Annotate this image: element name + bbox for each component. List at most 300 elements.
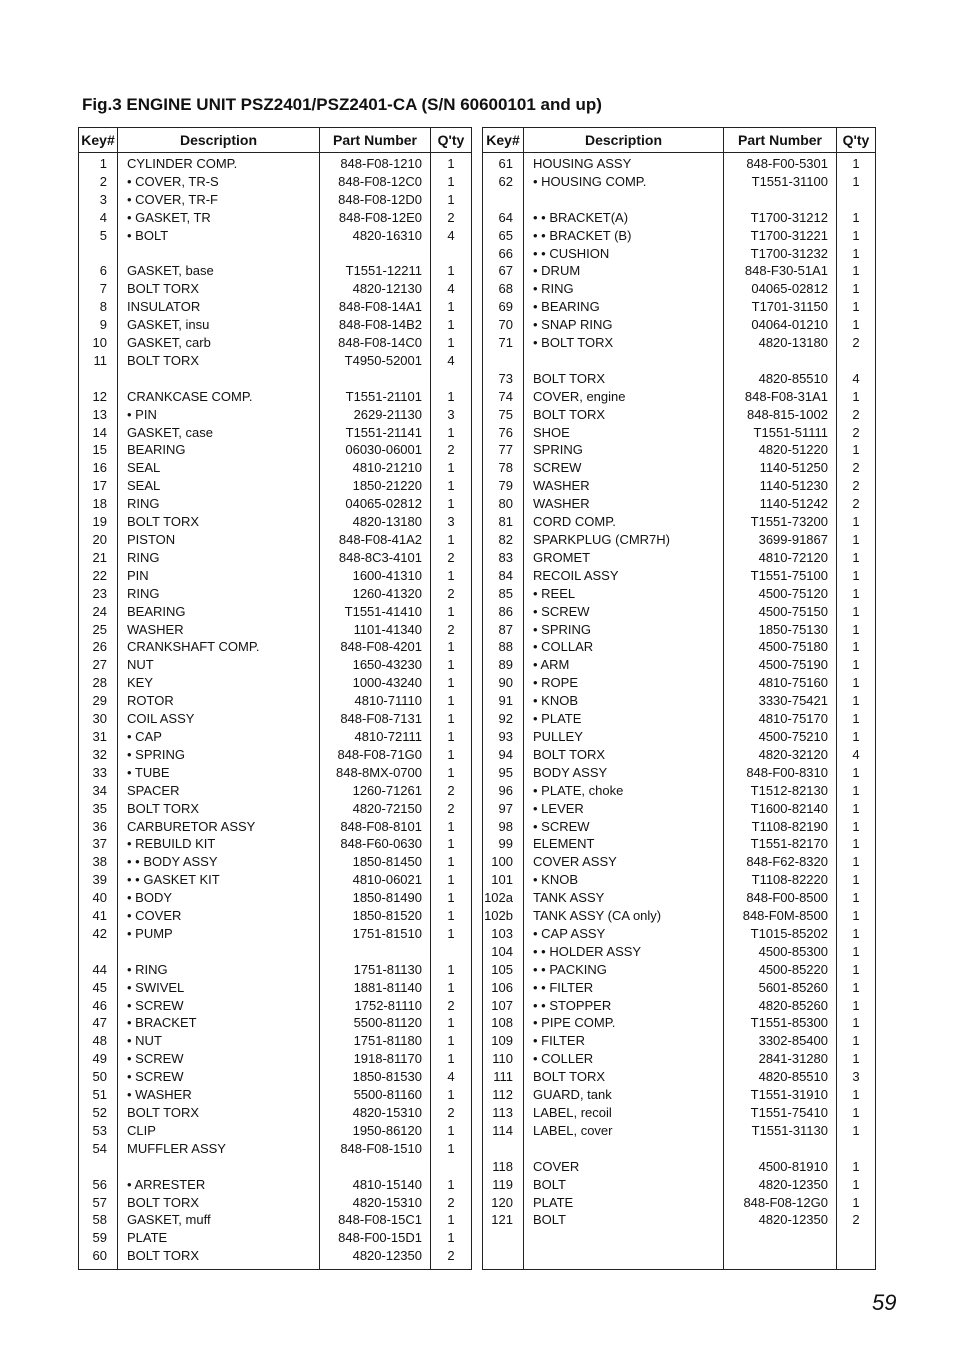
cell-key: 14 [79,424,118,442]
cell-qty: 1 [431,459,472,477]
cell-description: • RING [524,280,724,298]
cell-qty: 1 [431,907,472,925]
table-row [79,979,472,997]
cell-qty [837,1229,876,1247]
table-row [79,1194,472,1212]
cell-part-number: T1551-85300 [724,1014,837,1032]
cell-description: • COVER [118,907,320,925]
cell-description: WASHER [524,495,724,513]
cell-qty: 1 [431,1050,472,1068]
cell-qty: 1 [431,979,472,997]
table-row [483,406,876,424]
cell-key: 56 [79,1176,118,1194]
cell-description: SEAL [118,477,320,495]
cell-part-number: 848-F08-1510 [320,1140,431,1158]
cell-description: • SCREW [524,603,724,621]
cell-key: 102a [483,889,524,907]
cell-part-number: T1700-31212 [724,209,837,227]
table-row [483,459,876,477]
cell-part-number: 848-F08-14C0 [320,334,431,352]
cell-key: 65 [483,227,524,245]
cell-part-number: T1108-82220 [724,871,837,889]
cell-description [524,1247,724,1270]
cell-key: 66 [483,245,524,263]
table-row [483,835,876,853]
table-row [79,280,472,298]
cell-part-number: T1551-73200 [724,513,837,531]
table-row [79,889,472,907]
cell-part-number: 4820-16310 [320,227,431,245]
cell-part-number: 1260-41320 [320,585,431,603]
cell-key: 81 [483,513,524,531]
cell-qty: 2 [431,1194,472,1212]
cell-description: • • PACKING [524,961,724,979]
cell-description: COVER, engine [524,388,724,406]
cell-key: 6 [79,262,118,280]
table-row [483,280,876,298]
cell-part-number: 4810-72120 [724,549,837,567]
cell-part-number: 5500-81160 [320,1086,431,1104]
cell-part-number: 1140-51242 [724,495,837,513]
cell-key: 74 [483,388,524,406]
cell-qty [837,1140,876,1158]
cell-description: • COLLER [524,1050,724,1068]
cell-description: • PLATE, choke [524,782,724,800]
cell-part-number: 4820-85510 [724,370,837,388]
cell-part-number: 4820-85510 [724,1068,837,1086]
cell-description: BOLT [524,1211,724,1229]
cell-qty: 1 [837,889,876,907]
cell-description: ELEMENT [524,835,724,853]
cell-key: 60 [79,1247,118,1270]
table-row [483,782,876,800]
cell-key [483,352,524,370]
cell-part-number: 2841-31280 [724,1050,837,1068]
table-row [483,531,876,549]
cell-key: 31 [79,728,118,746]
cell-qty: 1 [837,388,876,406]
cell-description: PLATE [524,1194,724,1212]
table-row [483,925,876,943]
table-row [483,1068,876,1086]
cell-part-number [724,1247,837,1270]
cell-qty: 1 [837,245,876,263]
cell-key: 59 [79,1229,118,1247]
cell-part-number [724,352,837,370]
cell-part-number: 4500-85220 [724,961,837,979]
table-row [483,316,876,334]
cell-description: BOLT TORX [524,1068,724,1086]
cell-description: BOLT TORX [118,1194,320,1212]
cell-part-number: 848-815-1002 [724,406,837,424]
table-row [483,173,876,191]
cell-description: • COVER, TR-S [118,173,320,191]
cell-qty: 1 [431,603,472,621]
cell-qty: 1 [431,424,472,442]
cell-key: 13 [79,406,118,424]
cell-part-number: T1551-21141 [320,424,431,442]
cell-description: • TUBE [118,764,320,782]
header-key: Key# [79,128,118,153]
cell-description: • CAP ASSY [524,925,724,943]
cell-key: 11 [79,352,118,370]
cell-part-number: 1850-81490 [320,889,431,907]
cell-qty: 1 [837,1122,876,1140]
cell-qty: 2 [837,495,876,513]
table-row [79,943,472,961]
table-row [483,943,876,961]
header-part-number: Part Number [724,128,837,153]
cell-qty: 1 [837,656,876,674]
cell-description: • • CUSHION [524,245,724,263]
table-row [79,191,472,209]
cell-description: ROTOR [118,692,320,710]
table-row [79,728,472,746]
page-title: Fig.3 ENGINE UNIT PSZ2401/PSZ2401-CA (S/N 60600101 and up) [82,95,602,114]
table-row [483,1229,876,1247]
table-row [79,925,472,943]
cell-key: 94 [483,746,524,764]
cell-description: CARBURETOR ASSY [118,818,320,836]
cell-key: 73 [483,370,524,388]
cell-part-number: 1918-81170 [320,1050,431,1068]
cell-key [79,245,118,263]
cell-description: PIN [118,567,320,585]
cell-qty [431,245,472,263]
cell-qty: 1 [837,1194,876,1212]
cell-key: 15 [79,441,118,459]
table-row [483,513,876,531]
cell-description: • SNAP RING [524,316,724,334]
table-row [483,889,876,907]
table-row [483,871,876,889]
cell-part-number: 848-F08-14B2 [320,316,431,334]
cell-qty: 1 [431,1229,472,1247]
cell-key: 48 [79,1032,118,1050]
cell-key: 36 [79,818,118,836]
cell-description: • GASKET, TR [118,209,320,227]
cell-qty: 2 [431,800,472,818]
cell-key: 86 [483,603,524,621]
cell-qty: 2 [837,334,876,352]
cell-description: • COVER, TR-F [118,191,320,209]
cell-description: BOLT TORX [118,1247,320,1270]
cell-qty: 1 [431,495,472,513]
cell-part-number: 4820-12350 [724,1176,837,1194]
table-row [483,153,876,173]
cell-key: 40 [79,889,118,907]
cell-description: • SCREW [118,1068,320,1086]
table-row [79,638,472,656]
cell-description: • REEL [524,585,724,603]
cell-qty: 1 [837,621,876,639]
table-row [79,549,472,567]
cell-description: • PIPE COMP. [524,1014,724,1032]
cell-qty: 1 [431,638,472,656]
cell-qty: 4 [431,1068,472,1086]
cell-key: 22 [79,567,118,585]
cell-key: 26 [79,638,118,656]
cell-qty: 1 [431,334,472,352]
cell-key: 53 [79,1122,118,1140]
cell-part-number: 4810-06021 [320,871,431,889]
cell-qty: 1 [837,818,876,836]
cell-part-number: 04065-02812 [320,495,431,513]
cell-qty: 1 [431,728,472,746]
cell-part-number: 4810-71110 [320,692,431,710]
table-header [79,128,472,153]
table-row [79,1104,472,1122]
cell-key: 3 [79,191,118,209]
cell-key: 8 [79,298,118,316]
cell-qty: 1 [431,853,472,871]
cell-part-number: T1551-12211 [320,262,431,280]
table-row [79,262,472,280]
cell-key [483,191,524,209]
cell-qty: 2 [837,424,876,442]
table-row [79,1086,472,1104]
table-row [79,961,472,979]
header-qty: Q'ty [837,128,876,153]
cell-description: • REBUILD KIT [118,835,320,853]
cell-key: 50 [79,1068,118,1086]
table-row [79,406,472,424]
cell-qty: 2 [431,441,472,459]
cell-part-number: 4820-12350 [320,1247,431,1270]
cell-key: 30 [79,710,118,728]
cell-description: BODY ASSY [524,764,724,782]
cell-part-number [724,1229,837,1247]
cell-key: 75 [483,406,524,424]
table-row [79,316,472,334]
table-row [79,853,472,871]
cell-description: SHOE [524,424,724,442]
table-row [483,298,876,316]
cell-description: BEARING [118,441,320,459]
cell-key: 107 [483,997,524,1015]
cell-qty: 1 [431,764,472,782]
cell-part-number: 3302-85400 [724,1032,837,1050]
cell-part-number: 1850-21220 [320,477,431,495]
cell-description: GASKET, case [118,424,320,442]
cell-description: CRANKSHAFT COMP. [118,638,320,656]
cell-qty: 2 [431,1247,472,1270]
cell-part-number: 848-F30-51A1 [724,262,837,280]
table-row [483,441,876,459]
cell-part-number: 4500-81910 [724,1158,837,1176]
cell-part-number: 1751-81180 [320,1032,431,1050]
table-row [79,746,472,764]
cell-key: 76 [483,424,524,442]
cell-key: 29 [79,692,118,710]
cell-key: 5 [79,227,118,245]
cell-description [524,191,724,209]
cell-part-number: 4820-13180 [320,513,431,531]
cell-part-number: 4810-15140 [320,1176,431,1194]
cell-qty: 1 [837,907,876,925]
cell-description: • DRUM [524,262,724,280]
cell-description: BEARING [118,603,320,621]
cell-description: LABEL, recoil [524,1104,724,1122]
cell-qty: 1 [431,656,472,674]
table-row [79,495,472,513]
cell-qty: 1 [837,513,876,531]
cell-description: GROMET [524,549,724,567]
cell-qty: 1 [837,531,876,549]
cell-qty: 2 [431,782,472,800]
cell-part-number: 3699-91867 [724,531,837,549]
cell-description: COIL ASSY [118,710,320,728]
cell-key [79,1158,118,1176]
cell-key: 39 [79,871,118,889]
cell-key: 104 [483,943,524,961]
cell-description: CYLINDER COMP. [118,153,320,173]
table-row [79,835,472,853]
cell-key: 91 [483,692,524,710]
cell-key: 120 [483,1194,524,1212]
table-row [79,513,472,531]
table-row [483,1014,876,1032]
table-row [483,656,876,674]
cell-description: • KNOB [524,871,724,889]
cell-description: • PIN [118,406,320,424]
cell-qty: 1 [837,567,876,585]
cell-qty: 1 [431,1032,472,1050]
cell-key: 51 [79,1086,118,1104]
cell-qty: 1 [837,943,876,961]
cell-description: SPACER [118,782,320,800]
cell-qty [431,1158,472,1176]
cell-key: 88 [483,638,524,656]
cell-key: 95 [483,764,524,782]
cell-key: 64 [483,209,524,227]
cell-description: SEAL [118,459,320,477]
cell-qty: 1 [431,889,472,907]
cell-description: • SCREW [118,1050,320,1068]
cell-description: PLATE [118,1229,320,1247]
table-row [79,531,472,549]
cell-description: BOLT TORX [524,406,724,424]
cell-description: GUARD, tank [524,1086,724,1104]
table-row [79,1032,472,1050]
parts-table-left [78,127,472,1270]
cell-part-number: 4820-12130 [320,280,431,298]
cell-description: • PLATE [524,710,724,728]
cell-part-number: 3330-75421 [724,692,837,710]
cell-part-number: 4500-75210 [724,728,837,746]
cell-key: 98 [483,818,524,836]
cell-key: 2 [79,173,118,191]
table-row [483,1050,876,1068]
cell-key: 12 [79,388,118,406]
table-row [79,1247,472,1270]
cell-qty: 1 [431,153,472,173]
cell-qty: 1 [837,674,876,692]
cell-description: • • BODY ASSY [118,853,320,871]
cell-description [118,245,320,263]
table-row [483,961,876,979]
cell-qty: 4 [431,352,472,370]
table-row [79,871,472,889]
cell-description: WASHER [118,621,320,639]
table-row [79,441,472,459]
cell-description: • ARRESTER [118,1176,320,1194]
table-row [79,173,472,191]
cell-key: 83 [483,549,524,567]
table-row [79,1068,472,1086]
cell-qty: 1 [837,1032,876,1050]
cell-qty: 1 [431,567,472,585]
table-row [483,1194,876,1212]
cell-description [524,1229,724,1247]
cell-key: 61 [483,153,524,173]
cell-part-number: 848-F08-12G0 [724,1194,837,1212]
cell-part-number: 848-F08-12D0 [320,191,431,209]
table-row [79,656,472,674]
cell-description: BOLT TORX [118,800,320,818]
cell-description: • ARM [524,656,724,674]
cell-part-number: 4500-75120 [724,585,837,603]
cell-qty: 1 [837,298,876,316]
cell-part-number: 848-F08-12E0 [320,209,431,227]
cell-part-number: 848-8C3-4101 [320,549,431,567]
cell-key: 23 [79,585,118,603]
cell-qty: 1 [837,925,876,943]
table-row [79,585,472,603]
cell-part-number: 848-F00-5301 [724,153,837,173]
cell-key: 85 [483,585,524,603]
table-row [483,1176,876,1194]
cell-description: HOUSING ASSY [524,153,724,173]
cell-qty: 3 [431,406,472,424]
cell-description [524,352,724,370]
cell-description: SPARKPLUG (CMR7H) [524,531,724,549]
cell-part-number: T1551-75410 [724,1104,837,1122]
cell-key: 71 [483,334,524,352]
cell-key: 70 [483,316,524,334]
cell-part-number: 1881-81140 [320,979,431,997]
cell-part-number: 1752-81110 [320,997,431,1015]
cell-part-number: 4810-21210 [320,459,431,477]
cell-part-number: 4500-75180 [724,638,837,656]
cell-qty: 1 [837,692,876,710]
cell-key: 46 [79,997,118,1015]
cell-description: • RING [118,961,320,979]
cell-key: 102b [483,907,524,925]
cell-qty: 1 [837,997,876,1015]
parts-table-right [482,127,876,1270]
cell-qty: 3 [837,1068,876,1086]
cell-key: 101 [483,871,524,889]
cell-description: GASKET, insu [118,316,320,334]
cell-description: RECOIL ASSY [524,567,724,585]
cell-qty [837,1247,876,1270]
cell-key: 90 [483,674,524,692]
cell-part-number: 4820-85260 [724,997,837,1015]
table-header [483,128,876,153]
cell-qty: 2 [431,1104,472,1122]
cell-description: • SCREW [524,818,724,836]
cell-part-number: 1000-43240 [320,674,431,692]
cell-key [483,1247,524,1270]
cell-description: • • FILTER [524,979,724,997]
cell-description [524,1140,724,1158]
table-row [79,764,472,782]
header-description: Description [118,128,320,153]
cell-description: • LEVER [524,800,724,818]
cell-part-number: 1950-86120 [320,1122,431,1140]
cell-key: 41 [79,907,118,925]
